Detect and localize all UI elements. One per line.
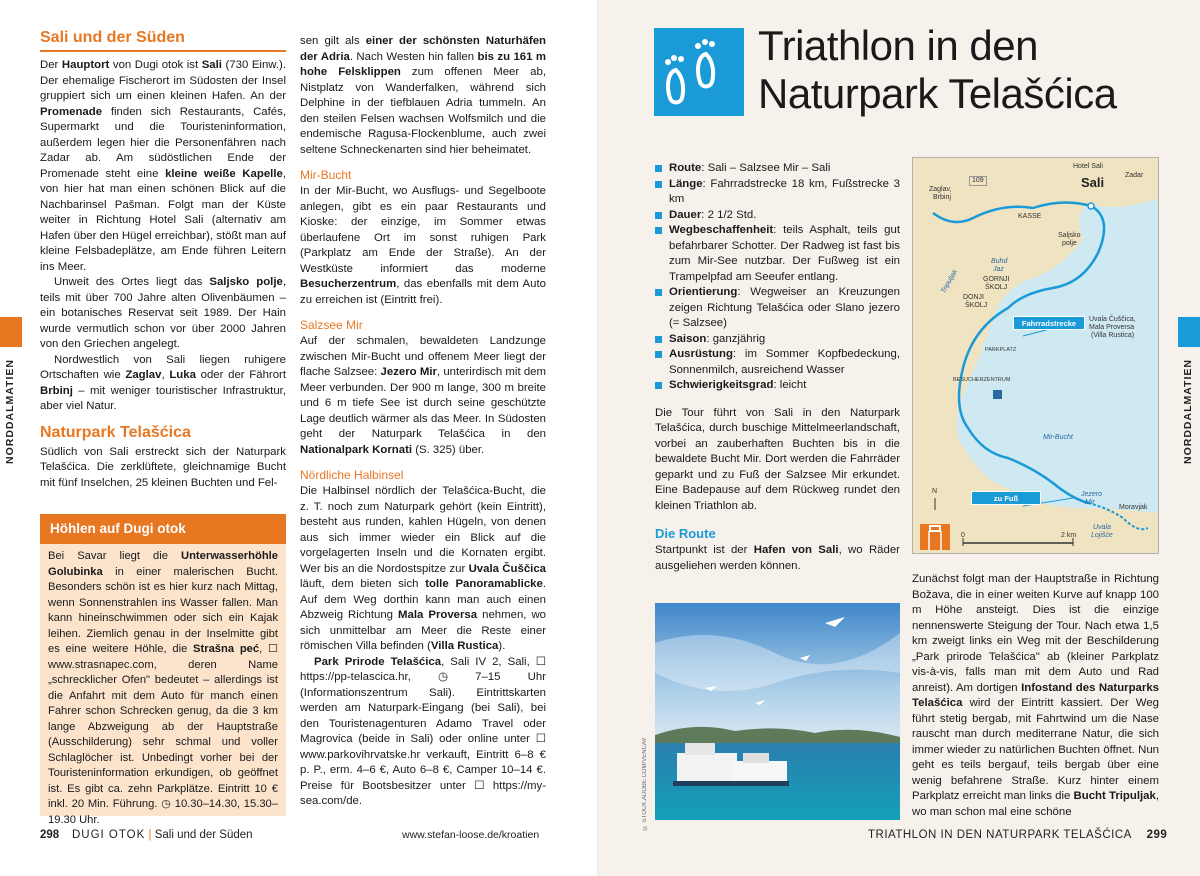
map-label: Zadar <box>1125 172 1144 179</box>
map-label: ŠKOLJ <box>985 284 1008 291</box>
map-label: Mala Proversa <box>1089 324 1135 331</box>
map-label: DONJI <box>963 294 984 301</box>
callout-fahrradstrecke: Fahrradstrecke <box>1013 316 1085 330</box>
map-label: Tripuljak <box>940 268 960 295</box>
map-label: 109 <box>969 176 987 186</box>
map-label: (Villa Rustica) <box>1091 332 1135 339</box>
footer-chapter: DUGI OTOK <box>71 829 146 841</box>
side-label-right: NORDDALMATIEN <box>1182 359 1194 464</box>
route-paragraph: Startpunkt ist der Hafen von Sali, wo Räder ausgeliehen werden können. <box>655 544 900 572</box>
map-label: ŠKOLJ <box>965 302 988 309</box>
section-title-sali: Sali und der Süden <box>40 28 286 52</box>
paragraph: Unweit des Ortes liegt das Saljsko polje, teils mit über 700 Jahre alten Olivenbäumen – ein botanisches Reservat seit 1989. Der Hain wurde vermutlich schon vor über 2000 Jahren von den Griechen angelegt. <box>40 276 286 350</box>
map-label: Mir-Bucht <box>1043 434 1073 441</box>
right-column-1 <box>655 161 900 574</box>
map-label: Moravjak <box>1119 504 1148 511</box>
paragraph: Park Prirode Telašćica, Sali IV 2, Sali, ☐ https://pp-telascica.hr, ◷ 7–15 Uhr (Informationszentrum Sali). Eintrittskarten werden am Naturpark-Eingang (bei Sali), bei den Touristenagenturen Adamo Travel oder Magrovica (beide in Sali) oder online unter ☐ www.parkovihrvatske.hr verkauft, Eintritt 6–8 € p. P., erm. 4–6 €, Auto 6–8 €, Camper 10–14 €. Preise für Bootsbesitzer unter ☐ https://my-sea.com/de. <box>300 655 546 807</box>
info-item: Ausrüstung: im Sommer Kopfbedeckung, Sonnenmilch, ausreichend Wasser <box>655 347 900 378</box>
map-label: Buhd <box>991 258 1008 265</box>
tour-info-list <box>655 161 900 394</box>
info-box-hoehlen <box>40 514 286 826</box>
subheading-mir-bucht: Mir-Bucht <box>300 168 352 182</box>
footer-separator: | <box>148 829 152 841</box>
map-label: Saljsko <box>1058 232 1081 239</box>
section-title-naturpark: Naturpark Telašćica <box>40 423 191 441</box>
map-label-sali: Sali <box>1081 175 1105 190</box>
map-label: Uvala <box>1093 524 1111 531</box>
page-number: 298 <box>40 829 60 841</box>
paragraph: Auf der schmalen, bewaldeten Landzunge zwischen Mir-Bucht und offenem Meer liegt der flache Salzsee: Jezero Mir, unterirdisch mit dem Meer verbunden. Der 900 m lange, 300 m breite und 6 m tiefe See ist durch seine geschützte Lage deutlich wärmer als das Meer. In Südosten geht der Naturpark Telašćica in den Nationalpark Kornati (S. 325) über. <box>300 335 546 456</box>
suitcase-icon <box>920 524 950 550</box>
map-label: BESUCHERZENTRUM <box>953 377 1011 383</box>
right-column-2 <box>912 572 1159 820</box>
info-box-body: Bei Savar liegt die Unterwasserhöhle Golubinka in einer malerischen Bucht. Besonders schön ist es hier kurz nach Mittag, wenn Sonnenstrahlen ins Wasser fallen. Man kann hineinschwimmen oder sich ein Kajak leihen. Ziemlich genau in der Inselmitte gibt es eine weitere Höhle, die Strašna peć, ☐ www.strasnapec.com, deren Name „schrecklicher Ofen" bedeutet – allerdings ist die Anfahrt mit dem Auto für manch einen Fahrer schon Schrecken genug, da die 3 km lange Abzweigung ab der Hauptstraße (Ausschilderung) sehr schmal und voller Schlaglöcher ist. Unbedingt vorher bei der Touristeninformation erkundigen, ob geöffnet ist. Es gibt ca. zehn Parkplätze. Eintritt 10 € inkl. 20 Min. Führung. ◷ 10.30–14.30, 15.30–19.30 Uhr. <box>48 550 279 826</box>
map-label: Zaglav, <box>929 186 952 193</box>
map-label: KASSE <box>1018 213 1042 220</box>
footer-left <box>40 829 253 841</box>
footer-title: TRIATHLON IN DEN NATURPARK TELAŠĆICA <box>868 829 1132 841</box>
info-item: Dauer: 2 1/2 Std. <box>655 208 900 224</box>
map-label: Hotel Sali <box>1073 163 1103 170</box>
intro-paragraph: Die Tour führt von Sali in den Naturpark Telašćica, durch buschige Mittelmeerlandschaft, vorbei an zauberhaften Buchten bis in die bewaldete Bucht Mir. Dort werden die Fahrräder geparkt und zu Fuß der Salzsee Mir erkundet. Eine Badepause auf dem Rückweg rundet den kleinen Triathlon ab. <box>655 406 900 512</box>
map-label: Jaz <box>993 266 1004 273</box>
harbor-photo <box>655 603 900 820</box>
subheading-halbinsel: Nördliche Halbinsel <box>300 468 404 482</box>
paragraph: Südlich von Sali erstreckt sich der Naturpark Telašćica. Die zerklüftete, gleichnamige Bucht mit fünf Inselchen, 25 kleinen Buchten und Fel- <box>40 445 286 489</box>
route-heading: Die Route <box>655 526 716 541</box>
map-label: Brbinj <box>933 194 951 201</box>
side-tab-left <box>0 317 22 347</box>
paragraph: Nordwestlich von Sali liegen ruhigere Ortschaften wie Zaglav, Luka oder der Fährort Brbinj – mit weniger touristischer Infrastruktur, aber viel Natur. <box>40 353 286 412</box>
map-scale-start: 0 <box>961 532 965 539</box>
footer-url[interactable]: www.stefan-loose.de/kroatien <box>402 829 540 841</box>
info-item: Orientierung: Wegweiser an Kreuzungen zeigen Richtung Telašćica oder Slano jezero (= Salzsee) <box>655 285 900 332</box>
info-item: Route: Sali – Salzsee Mir – Sali <box>655 161 900 177</box>
paragraph: Der Hauptort von Dugi otok ist Sali (730 Einw.). Der ehemalige Fischerort im Südosten der Insel gruppiert sich um einen kleinen Hafen. An der Promenade finden sich Restaurants, Cafés, Supermarkt und die Touristeninformation, außerdem legen hier die Personenfähren nach Zadar ab. Am südöstlichen Ende der Promenade steht eine kleine weiße Kapelle, von hier hat man einen schönen Blick auf die Nachbarinsel Pašman. Folgt man der Küste weiter in Richtung Hotel Sali (alternativ am Hafen über den Hügel erreichbar), stößt man auf kleine Felsbadeplätze, am Ende führen Leitern ins Meer. <box>40 59 286 273</box>
page-number: 299 <box>1146 829 1168 841</box>
title-line-1: Triathlon in den <box>758 22 1038 69</box>
paragraph: Die Halbinsel nördlich der Telašćica-Bucht, die z. T. noch zum Naturpark gehört (kein Eintritt), besteht aus runden, kahlen Hügeln, von denen aus sich immer wieder ein Blick auf die vorgelagerten Inseln und die Kornaten ergibt. Wer bis an die Nordostspitze zur Uvala Čuščica läuft, dem bieten sich tolle Panoramablicke. Auf dem Weg dorthin kann man auch einen Abzweig Richtung Mala Proversa nehmen, wo sich unmittelbar am Meer die Reste einer römischen Villa befinden (Villa Rustica). <box>300 485 547 652</box>
map-label: Uvala Čuščica, <box>1089 316 1136 323</box>
info-item: Schwierigkeitsgrad: leicht <box>655 378 900 394</box>
map-label: Mir <box>1085 499 1095 506</box>
map-scale-end: 2 km <box>1061 532 1077 539</box>
info-item: Wegbeschaffenheit: teils Asphalt, teils gut befahrbarer Schotter. Der Radweg ist fast bis zum Mir-See nutzbar. Der Fußweg ist ein Trampelpfad am Seeufer entlang. <box>655 223 900 285</box>
info-item: Saison: ganzjährig <box>655 332 900 348</box>
paragraph: In der Mir-Bucht, wo Ausflugs- und Segelboote anlegen, gibt es ein paar Restaurants und Kioske: der einzige, im Sommer etwas überlaufene Ort im sonst ruhigen Park (Parkplatz am Ende der Straße). An der Westküste informiert das moderne Besucherzentrum, das ebenfalls mit dem Auto zu erreichen ist (Eintritt frei). <box>300 185 546 306</box>
subheading-salzsee: Salzsee Mir <box>300 318 363 332</box>
left-column-2 <box>300 34 546 810</box>
map-north: N <box>932 488 938 495</box>
paragraph: sen gilt als einer der schönsten Naturhäfen der Adria. Nach Westen hin fallen bis zu 161 m hohe Felsklippen zum offenen Meer ab, Nistplatz von Wanderfalken, während sich Delphine in der tiefblauen Adria tummeln. An den steilen Felsen wachsen Wolfsmilch und die endemische Ragusa-Flockenblume, auch zwei seltene Schneckenarten sind hier beheimatet. <box>300 35 547 156</box>
footer-right <box>868 829 1167 841</box>
info-box-title: Höhlen auf Dugi otok <box>40 514 286 544</box>
route-map <box>912 157 1159 554</box>
map-label: Jezero <box>1081 491 1103 498</box>
side-tab-right <box>1178 317 1200 347</box>
map-label: Lojišće <box>1091 532 1113 539</box>
map-label: PARKPLATZ <box>985 347 1017 353</box>
photo-credit: © STOCK.ADOBE.COM/VENCAV <box>642 737 648 830</box>
map-label: GORNJI <box>983 276 1010 283</box>
footprints-icon <box>654 28 744 116</box>
left-column-1 <box>40 28 286 491</box>
page-title <box>758 22 1117 118</box>
map-label: polje <box>1062 240 1077 247</box>
footer-section: Sali und der Süden <box>154 829 253 841</box>
side-label-left: NORDDALMATIEN <box>4 359 16 464</box>
callout-zu-fuss: zu Fuß <box>971 491 1041 505</box>
paragraph: Zunächst folgt man der Hauptstraße in Richtung Božava, die in einer weiten Kurve auf knapp 100 m Höhe ansteigt. Dies ist die einzige nennenswerte Steigung der Tour. Nach etwa 1,5 km zweigt links ein Weg mit der Beschilderung „Park prirode Telašćica" ab (kleiner Parkplatz vis-à-vis, falls man mit dem Auto und Rad anreist). Am dortigen Infostand des Naturparks Telašćica wird der Eintritt kassiert. Der Weg führt stetig bergab, mit Fahrtwind um die Nase rauscht man durch mediterrane Natur, die sich immer wieder zu natürlichen Buchten öffnet. Nun geht es teils bergauf, teils bergab über eine wenig befahrene Straße. Kurz hinter einem Parkplatz erreicht man links die Bucht Tripuljak, wo man schon mal eine schöne <box>912 573 1159 818</box>
info-item: Länge: Fahrradstrecke 18 km, Fußstrecke 3 km <box>655 177 900 208</box>
title-line-2: Naturpark Telašćica <box>758 70 1117 117</box>
